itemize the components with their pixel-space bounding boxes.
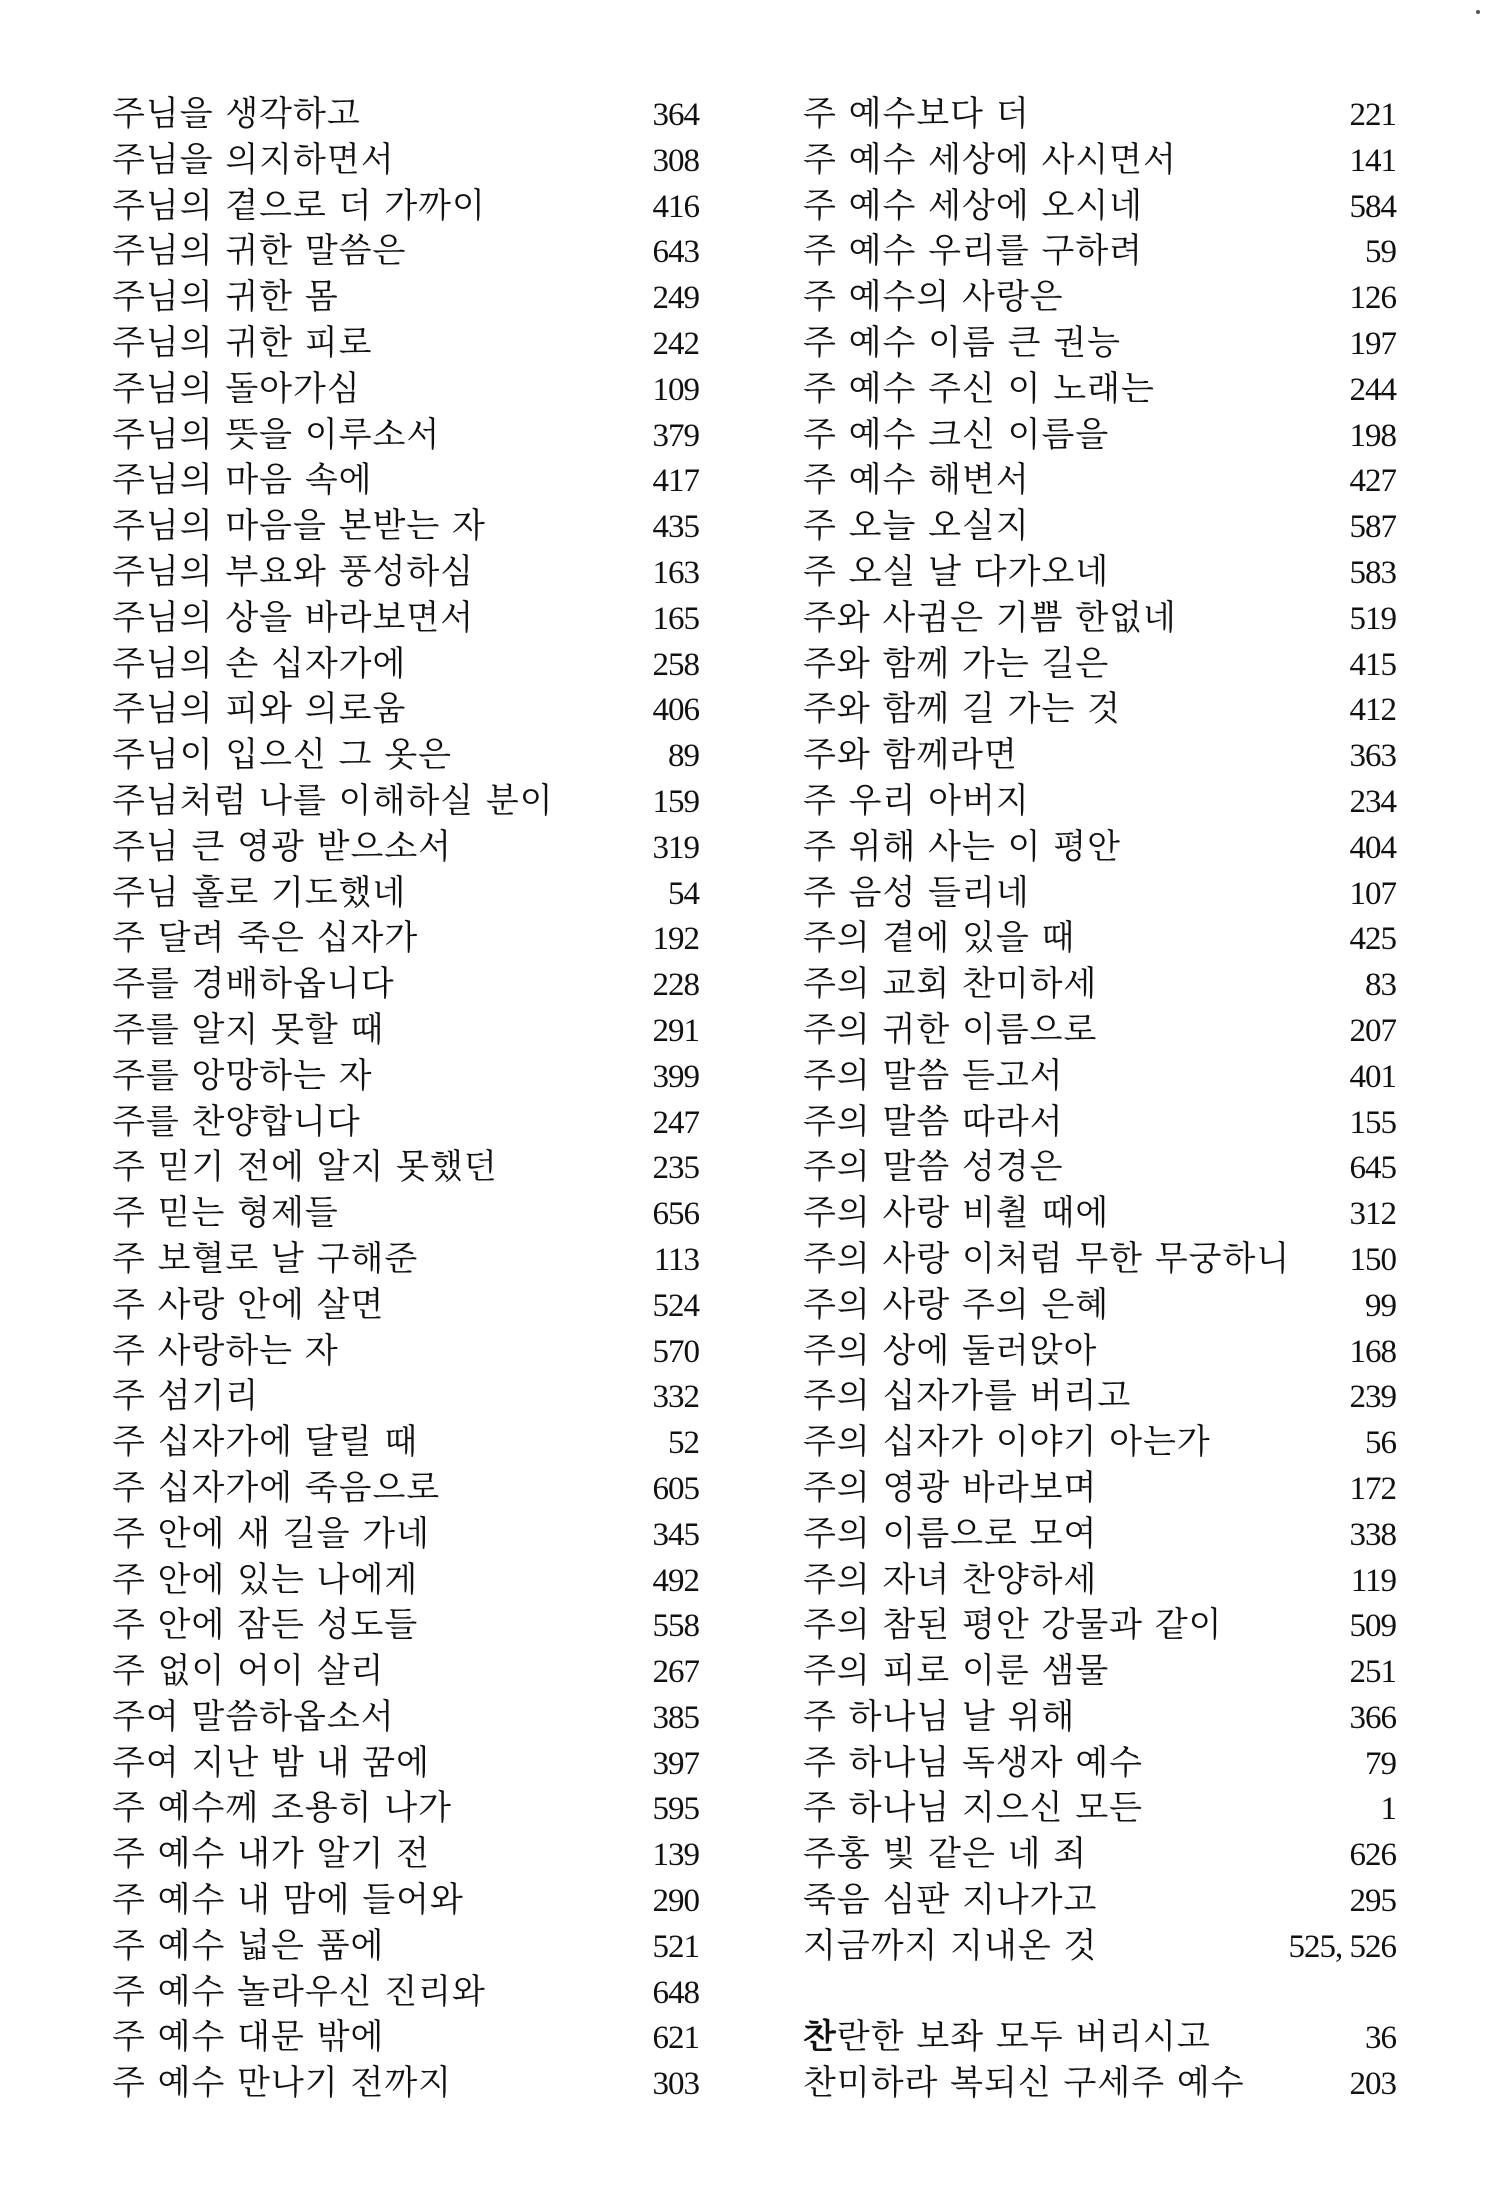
entry-title: 주님을 의지하면서 (112, 139, 395, 180)
entry-title: 주 예수 세상에 오시네 (803, 185, 1144, 226)
entry-number: 312 (1349, 1196, 1396, 1233)
entry-number: 79 (1365, 1745, 1396, 1782)
entry-number: 412 (1349, 692, 1396, 729)
entry-title: 주의 참된 평안 강물과 같이 (803, 1605, 1223, 1646)
entry-title: 주님이 입으신 그 옷은 (112, 735, 453, 776)
entry-title: 주님의 마음 속에 (112, 460, 373, 501)
index-entry (112, 413, 699, 459)
entry-number: 521 (652, 1928, 699, 1965)
entry-number: 319 (652, 829, 699, 866)
section-lead-char: 찬 (803, 2017, 837, 2058)
entry-number: 379 (652, 417, 699, 454)
index-entry (112, 229, 699, 275)
entry-title: 주 믿는 형제들 (112, 1193, 339, 1234)
entry-title: 지금까지 지내온 것 (803, 1925, 1098, 1966)
index-entry (803, 779, 1396, 825)
entry-number: 397 (652, 1745, 699, 1782)
index-entry (112, 2061, 699, 2107)
entry-number: 107 (1349, 875, 1396, 912)
entry-number: 425 (1349, 921, 1396, 958)
index-entry (803, 458, 1396, 504)
entry-title: 주 예수 크신 이름을 (803, 414, 1110, 455)
entry-title: 주님의 돌아가심 (112, 368, 361, 409)
entry-number: 197 (1349, 325, 1396, 362)
entry-number: 519 (1349, 600, 1396, 637)
index-entry (803, 92, 1396, 138)
entry-number: 56 (1365, 1425, 1396, 1462)
entry-number: 621 (652, 2020, 699, 2057)
entry-number: 228 (652, 967, 699, 1004)
entry-number: 119 (1350, 1562, 1396, 1599)
entry-number: 172 (1349, 1470, 1396, 1507)
entry-number: 626 (1349, 1837, 1396, 1874)
entry-number: 221 (1349, 97, 1396, 133)
index-entry (112, 275, 699, 321)
entry-number: 139 (652, 1837, 699, 1874)
entry-number: 207 (1349, 1012, 1396, 1049)
index-entry (112, 1786, 699, 1832)
entry-title: 주 사랑하는 자 (112, 1330, 339, 1371)
entry-title: 주님의 귀한 말씀은 (112, 231, 407, 272)
entry-number: 404 (1349, 829, 1396, 866)
entry-number: 656 (652, 1196, 699, 1233)
entry-title: 주 사랑 안에 살면 (112, 1284, 385, 1325)
index-entry (112, 1329, 699, 1375)
entry-number: 295 (1349, 1883, 1396, 1920)
entry-title: 주여 지난 밤 내 꿈에 (112, 1742, 430, 1783)
entry-number: 366 (1349, 1699, 1396, 1736)
entry-title: 주 안에 잠든 성도들 (112, 1605, 419, 1646)
entry-number: 308 (652, 142, 699, 179)
entry-title: 주와 사귐은 기쁨 한없네 (803, 597, 1177, 638)
entry-title: 주 예수보다 더 (803, 94, 1030, 134)
index-entry (803, 275, 1396, 321)
entry-title: 주 예수 대문 밖에 (112, 2017, 385, 2058)
entry-number: 126 (1349, 280, 1396, 317)
index-entry (112, 1512, 699, 1558)
entry-title: 주 믿기 전에 알지 못했던 (112, 1147, 498, 1188)
index-entry (803, 550, 1396, 596)
index-entry (803, 504, 1396, 550)
index-entry (803, 1283, 1396, 1329)
index-entry (803, 1145, 1396, 1191)
right-index-column (803, 92, 1396, 2107)
index-entry (803, 1054, 1396, 1100)
entry-title (803, 2015, 1211, 2061)
entry-title: 주를 알지 못할 때 (112, 1009, 385, 1050)
index-entry (112, 733, 699, 779)
index-entry (803, 1420, 1396, 1466)
entry-title: 주의 상에 둘러앉아 (803, 1330, 1098, 1371)
entry-title: 주 보혈로 날 구해준 (112, 1238, 419, 1279)
entry-number: 141 (1349, 142, 1396, 179)
index-entry (803, 1603, 1396, 1649)
index-entry (803, 871, 1396, 917)
entry-number: 363 (1349, 738, 1396, 775)
entry-title: 주의 이름으로 모여 (803, 1513, 1098, 1554)
index-entry (803, 2061, 1396, 2107)
index-entry (112, 184, 699, 230)
entry-title: 주 예수 놀라우신 진리와 (112, 1971, 486, 2012)
index-entry (803, 733, 1396, 779)
entry-title: 죽음 심판 지나가고 (803, 1880, 1098, 1921)
entry-number: 584 (1349, 188, 1396, 225)
entry-number: 583 (1349, 554, 1396, 591)
index-entry (803, 1329, 1396, 1375)
index-entry (112, 138, 699, 184)
entry-title: 주 하나님 독생자 예수 (803, 1742, 1144, 1783)
entry-number: 89 (668, 738, 699, 775)
entry-number: 163 (652, 554, 699, 591)
entry-title: 주 위해 사는 이 평안 (803, 826, 1121, 867)
index-entry (112, 1100, 699, 1146)
entry-title: 주님을 생각하고 (112, 94, 361, 134)
entry-title: 주 예수 내가 알기 전 (112, 1834, 430, 1875)
entry-title: 주여 말씀하옵소서 (112, 1696, 395, 1737)
entry-number: 406 (652, 692, 699, 729)
entry-title: 주의 말씀 따라서 (803, 1101, 1064, 1142)
index-entry (112, 1924, 699, 1970)
entry-number: 83 (1365, 967, 1396, 1004)
entry-number: 168 (1349, 1333, 1396, 1370)
index-entry (803, 1924, 1396, 1970)
entry-title: 주 예수 주신 이 노래는 (803, 368, 1155, 409)
entry-title: 주 예수 이름 큰 권능 (803, 322, 1121, 363)
index-entry (803, 1649, 1396, 1695)
entry-number: 159 (652, 783, 699, 820)
entry-title: 주 섬기리 (112, 1376, 260, 1417)
entry-number: 198 (1349, 417, 1396, 454)
entry-title: 주의 교회 찬미하세 (803, 964, 1098, 1005)
entry-title: 주 예수 내 맘에 들어와 (112, 1880, 464, 1921)
entry-number: 492 (652, 1562, 699, 1599)
entry-number: 52 (668, 1425, 699, 1462)
index-entry (803, 596, 1396, 642)
index-entry (112, 321, 699, 367)
entry-title: 주님의 손 십자가에 (112, 643, 407, 684)
entry-title: 주의 영광 바라보며 (803, 1467, 1098, 1508)
entry-title: 주 안에 있는 나에게 (112, 1559, 419, 1600)
entry-number: 165 (652, 600, 699, 637)
entry-title: 주와 함께라면 (803, 735, 1018, 776)
entry-title: 주와 함께 가는 길은 (803, 643, 1110, 684)
entry-number: 525, 526 (1288, 1928, 1396, 1965)
entry-number: 155 (1349, 1104, 1396, 1141)
entry-title: 주의 사랑 비췰 때에 (803, 1193, 1110, 1234)
entry-number: 303 (652, 2066, 699, 2103)
entry-title: 주님의 귀한 피로 (112, 322, 373, 363)
index-entry (803, 1374, 1396, 1420)
index-entry (112, 1283, 699, 1329)
entry-title: 주 안에 새 길을 가네 (112, 1513, 430, 1554)
index-entry (803, 1695, 1396, 1741)
entry-title: 주 하나님 날 위해 (803, 1696, 1076, 1737)
index-entry (803, 1786, 1396, 1832)
index-entry (803, 1008, 1396, 1054)
entry-title: 주홍 빛 같은 네 죄 (803, 1834, 1088, 1875)
index-entry (803, 642, 1396, 688)
index-entry (112, 642, 699, 688)
index-entry (112, 687, 699, 733)
index-entry (112, 916, 699, 962)
index-entry (112, 825, 699, 871)
index-entry (112, 550, 699, 596)
entry-number: 203 (1349, 2066, 1396, 2103)
entry-number: 267 (652, 1654, 699, 1691)
index-entry (803, 962, 1396, 1008)
entry-title: 주 십자가에 죽음으로 (112, 1467, 441, 1508)
entry-title: 주님의 마음을 본받는 자 (112, 506, 486, 547)
index-entry (112, 458, 699, 504)
entry-number: 113 (653, 1241, 699, 1278)
entry-title: 주를 찬양합니다 (112, 1101, 361, 1142)
entry-title: 주의 사랑 이처럼 무한 무궁하니 (803, 1238, 1291, 1279)
entry-number: 558 (652, 1608, 699, 1645)
index-entry (112, 1054, 699, 1100)
index-entry (803, 184, 1396, 230)
entry-number: 570 (652, 1333, 699, 1370)
entry-title: 주와 함께 길 가는 것 (803, 689, 1121, 730)
entry-title: 주의 사랑 주의 은혜 (803, 1284, 1110, 1325)
entry-number: 364 (652, 97, 699, 133)
entry-title: 주 예수의 사랑은 (803, 277, 1064, 318)
index-entry (112, 1695, 699, 1741)
index-entry (112, 1649, 699, 1695)
scan-dot (1476, 10, 1480, 14)
entry-number: 417 (652, 463, 699, 500)
index-entry (803, 1466, 1396, 1512)
entry-title: 주님의 부요와 풍성하심 (112, 551, 475, 592)
entry-title: 찬미하라 복되신 구세주 예수 (803, 2063, 1245, 2104)
entry-number: 587 (1349, 509, 1396, 546)
entry-title: 주님의 곁으로 더 가까이 (112, 185, 486, 226)
entry-title: 주 하나님 지으신 모든 (803, 1788, 1144, 1829)
entry-title: 주님의 귀한 몸 (112, 277, 339, 318)
entry-title: 주 달려 죽은 십자가 (112, 918, 419, 959)
entry-number: 249 (652, 280, 699, 317)
entry-title: 주님 홀로 기도했네 (112, 872, 407, 913)
index-entry (112, 1145, 699, 1191)
entry-number: 36 (1365, 2020, 1396, 2057)
index-entry (803, 138, 1396, 184)
entry-number: 251 (1349, 1654, 1396, 1691)
entry-number: 235 (652, 1150, 699, 1187)
entry-title: 주 예수께 조용히 나가 (112, 1788, 453, 1829)
entry-number: 291 (652, 1012, 699, 1049)
entry-title: 주님의 피와 의로움 (112, 689, 407, 730)
entry-title: 주 오실 날 다가오네 (803, 551, 1110, 592)
entry-number: 54 (668, 875, 699, 912)
index-entry (112, 1603, 699, 1649)
entry-number: 109 (652, 371, 699, 408)
entry-title: 주의 십자가를 버리고 (803, 1376, 1132, 1417)
entry-title: 주의 말씀 듣고서 (803, 1055, 1064, 1096)
entry-title: 주 없이 어이 살리 (112, 1651, 385, 1692)
entry-title: 주 우리 아버지 (803, 780, 1030, 821)
entry-title: 주의 자녀 찬양하세 (803, 1559, 1098, 1600)
entry-title: 주 예수 세상에 사시면서 (803, 139, 1177, 180)
index-entry (803, 2015, 1396, 2061)
entry-number: 345 (652, 1516, 699, 1553)
index-entry (112, 1466, 699, 1512)
entry-number: 415 (1349, 646, 1396, 683)
entry-title: 주 오늘 오실지 (803, 506, 1030, 547)
entry-number: 258 (652, 646, 699, 683)
index-entry (803, 229, 1396, 275)
entry-title: 주님 큰 영광 받으소서 (112, 826, 453, 867)
entry-number: 242 (652, 325, 699, 362)
entry-number: 290 (652, 1883, 699, 1920)
index-entry (803, 1512, 1396, 1558)
entry-title: 주를 앙망하는 자 (112, 1055, 373, 1096)
index-entry (112, 596, 699, 642)
index-entry (112, 1832, 699, 1878)
entry-number: 595 (652, 1791, 699, 1828)
entry-title: 주 예수 우리를 구하려 (803, 231, 1144, 272)
entry-number: 332 (652, 1379, 699, 1416)
index-entry (112, 1191, 699, 1237)
index-entry (112, 1008, 699, 1054)
entry-title: 주님의 뜻을 이루소서 (112, 414, 441, 455)
entry-number: 150 (1349, 1241, 1396, 1278)
entry-title: 주의 말씀 성경은 (803, 1147, 1064, 1188)
index-entry (803, 1878, 1396, 1924)
index-entry (803, 367, 1396, 413)
index-entry (803, 1741, 1396, 1787)
index-entry (112, 367, 699, 413)
index-entry (112, 779, 699, 825)
entry-number: 59 (1365, 234, 1396, 271)
index-entry (803, 1191, 1396, 1237)
index-entry (112, 2015, 699, 2061)
index-entry (803, 321, 1396, 367)
entry-number: 1 (1380, 1791, 1396, 1828)
entry-number: 435 (652, 509, 699, 546)
index-entry (112, 1878, 699, 1924)
entry-title: 주님의 상을 바라보면서 (112, 597, 475, 638)
entry-number: 648 (652, 1974, 699, 2011)
entry-number: 416 (652, 188, 699, 225)
entry-title: 주 예수 해변서 (803, 460, 1030, 501)
index-entry (112, 1741, 699, 1787)
entry-number: 385 (652, 1699, 699, 1736)
index-entry (112, 1237, 699, 1283)
entry-number: 247 (652, 1104, 699, 1141)
index-entry (803, 413, 1396, 459)
index-entry (112, 1374, 699, 1420)
entry-title-rest: 란한 보좌 모두 버리시고 (836, 2017, 1211, 2058)
entry-title: 주를 경배하옵니다 (112, 964, 395, 1005)
index-entry (803, 916, 1396, 962)
index-entry (803, 687, 1396, 733)
index-entry (112, 962, 699, 1008)
entry-number: 645 (1349, 1150, 1396, 1187)
entry-number: 427 (1349, 463, 1396, 500)
entry-number: 338 (1349, 1516, 1396, 1553)
entry-title: 주의 피로 이룬 샘물 (803, 1651, 1110, 1692)
index-entry (803, 1558, 1396, 1604)
entry-number: 509 (1349, 1608, 1396, 1645)
index-entry (112, 1558, 699, 1604)
index-entry (803, 1100, 1396, 1146)
entry-number: 524 (652, 1287, 699, 1324)
entry-title: 주 예수 만나기 전까지 (112, 2063, 453, 2104)
index-entry (112, 1420, 699, 1466)
entry-number: 605 (652, 1470, 699, 1507)
index-entry (112, 871, 699, 917)
entry-number: 244 (1349, 371, 1396, 408)
entry-number: 239 (1349, 1379, 1396, 1416)
entry-title: 주님처럼 나를 이해하실 분이 (112, 780, 554, 821)
entry-number: 234 (1349, 783, 1396, 820)
index-entry (803, 825, 1396, 871)
entry-number: 99 (1365, 1287, 1396, 1324)
entry-number: 401 (1349, 1058, 1396, 1095)
index-entry (803, 1832, 1396, 1878)
index-entry (112, 92, 699, 138)
entry-number: 192 (652, 921, 699, 958)
index-entry (112, 504, 699, 550)
entry-number: 643 (652, 234, 699, 271)
entry-title: 주의 곁에 있을 때 (803, 918, 1076, 959)
index-entry (112, 1970, 699, 2016)
entry-title: 주 십자가에 달릴 때 (112, 1422, 419, 1463)
entry-title: 주의 십자가 이야기 아는가 (803, 1422, 1211, 1463)
entry-title: 주의 귀한 이름으로 (803, 1009, 1098, 1050)
entry-title: 주 음성 들리네 (803, 872, 1030, 913)
index-entry (803, 1237, 1396, 1283)
entry-title: 주 예수 넓은 품에 (112, 1925, 385, 1966)
entry-number: 399 (652, 1058, 699, 1095)
left-index-column (112, 92, 699, 2107)
